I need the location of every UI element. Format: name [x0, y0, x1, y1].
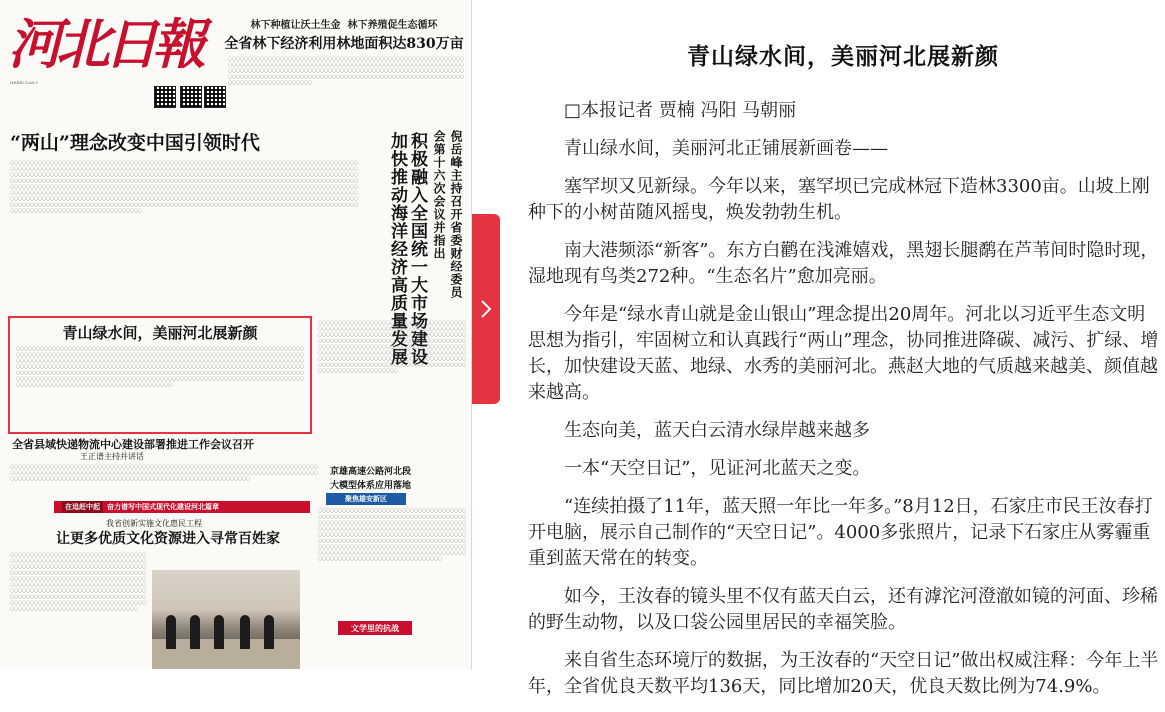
lead-headline[interactable]: “两山”理念改变中国引领时代: [10, 132, 260, 154]
article-paragraph: 南大港频添“新客”。东方白鹳在浅滩嬉戏，黑翅长腿鹬在芦苇间时隐时现，湿地现有鸟类272种。“生态名片”愈加亮丽。: [528, 240, 1159, 287]
section-banner-text: 奋力谱写中国式现代化建设河北篇章: [107, 502, 219, 511]
article-columns: 〇〇〇〇〇〇〇〇〇〇〇〇〇〇〇〇〇〇〇〇〇〇〇〇〇〇〇〇〇〇〇〇〇〇〇〇〇〇〇〇〇〇〇〇〇〇〇〇〇〇〇〇〇〇〇〇〇〇〇〇〇〇〇〇〇〇〇〇〇〇〇〇〇〇〇〇〇〇〇〇〇〇〇〇〇〇〇〇〇〇〇〇〇〇〇〇〇〇〇〇〇〇〇〇〇〇〇〇〇〇〇〇〇〇〇〇〇〇〇〇〇〇〇〇〇〇〇〇〇〇〇〇〇〇〇〇〇〇〇〇〇〇〇〇〇〇〇〇〇〇〇〇〇〇〇〇〇〇〇〇〇〇〇〇〇〇〇〇〇〇〇〇〇〇〇〇〇〇〇〇〇〇〇〇〇〇〇〇〇〇〇〇〇〇〇〇〇〇〇〇〇〇〇〇〇〇〇〇〇〇〇〇〇〇: [10, 464, 318, 481]
highway-headline-2[interactable]: 大模型体系应用落地: [330, 481, 412, 491]
article-paragraph: “连续拍摄了11年，蓝天照一年比一年多。”8月12日，石家庄市民王汝春打开电脑，展示自己制作的“天空日记”。4000多张照片，记录下石家庄从雾霾重重到蓝天常在的转变。: [528, 496, 1153, 569]
photo-figure: [264, 615, 274, 649]
highlighted-article-box[interactable]: [8, 316, 312, 434]
article-byline: □本报记者 贾楠 冯阳 马朝丽: [564, 100, 797, 121]
article-body: [528, 98, 1162, 712]
masthead-logo: [8, 14, 208, 76]
section-banner: [54, 501, 310, 513]
masthead-meta: HEBEI DAILY: [10, 80, 38, 85]
vertical-kicker: 倪岳峰主持召开省委财经委员会第十六次会议并指出: [432, 130, 463, 299]
vertical-headline-2[interactable]: 加快推动海洋经济高质量发展: [387, 132, 407, 366]
article-subheading: 生态向美，蓝天白云清水绿岸越来越多: [564, 420, 870, 441]
article-paragraph: 如今，王汝春的镜头里不仅有蓝天白云，还有滹沱河澄澈如镜的河面、珍稀的野生动物，以及口袋公园里居民的幸福笑脸。: [528, 586, 1158, 633]
top-kicker: [224, 16, 464, 31]
photo-figure: [214, 615, 224, 649]
qr-code-icon: [180, 86, 202, 108]
next-page-button[interactable]: [472, 214, 500, 404]
article-columns: 〇〇〇〇〇〇〇〇〇〇〇〇〇〇〇〇〇〇〇〇〇〇〇〇〇〇〇〇〇〇〇〇〇〇〇〇〇〇〇〇〇〇〇〇〇〇〇〇〇〇〇〇〇〇〇〇〇〇〇〇〇〇〇〇〇〇〇〇〇〇〇〇〇〇〇〇〇〇〇〇〇〇〇〇〇〇〇〇〇〇〇〇〇〇〇〇〇〇〇〇〇〇〇〇〇〇〇〇〇〇〇〇〇〇〇〇〇〇〇〇〇〇〇〇〇〇〇〇〇〇〇〇〇〇〇〇〇〇〇〇〇〇〇〇〇〇〇〇〇〇〇〇〇〇〇〇〇〇〇〇〇〇〇〇〇〇〇〇〇〇〇〇〇〇〇〇〇〇〇〇〇〇〇〇〇〇〇〇〇〇〇〇〇〇〇〇〇〇〇〇〇〇〇〇〇〇〇〇〇〇〇〇〇〇〇〇〇〇〇〇〇〇〇〇〇〇〇〇〇〇〇〇〇〇〇〇〇〇〇〇〇〇〇〇〇〇〇〇〇〇〇〇〇〇〇〇〇〇〇〇〇〇〇〇〇〇〇〇〇〇〇〇〇〇〇〇〇〇〇〇〇〇〇〇〇〇〇〇〇〇〇〇〇〇〇〇〇〇〇〇〇〇〇〇〇〇〇〇〇〇〇〇〇〇〇〇〇〇〇〇〇〇〇〇〇〇〇〇〇〇〇〇〇〇〇〇〇〇〇〇〇〇〇〇〇〇〇〇〇〇〇〇〇〇〇〇〇〇〇〇〇〇〇〇〇〇〇〇〇〇〇〇〇〇〇〇〇〇〇〇〇〇〇〇〇〇〇〇〇〇〇〇〇〇〇〇〇〇〇〇〇〇〇〇〇〇〇〇〇〇〇〇〇〇〇〇〇〇〇〇〇〇〇〇〇〇〇〇〇〇〇〇〇〇〇〇〇〇〇〇〇〇〇〇〇〇〇〇〇〇〇〇〇〇〇〇〇〇〇〇〇〇〇〇〇〇〇〇〇〇〇〇〇〇〇〇〇〇〇〇〇〇〇〇〇〇〇〇〇〇〇〇〇〇〇〇〇〇〇〇〇〇〇〇〇〇〇〇〇〇〇〇〇〇〇〇〇〇〇〇〇〇〇〇〇〇〇〇〇〇〇〇〇〇〇〇〇〇〇〇〇〇〇〇〇〇〇〇〇〇〇〇〇〇〇〇〇〇〇〇〇〇〇〇〇〇〇〇〇〇〇〇〇〇〇〇〇〇〇〇〇〇〇〇〇〇〇〇〇〇〇〇〇〇〇〇〇〇〇〇〇〇〇〇〇〇〇〇〇〇〇〇〇〇〇〇〇〇〇〇〇〇〇〇〇〇〇〇〇〇〇〇〇〇〇〇〇〇〇〇〇〇〇〇〇〇〇〇〇〇〇〇〇〇〇〇〇〇〇〇〇〇〇〇〇〇〇〇〇〇〇〇〇〇〇〇〇〇〇〇〇〇〇〇〇〇〇〇〇〇〇〇〇〇〇〇〇〇〇〇〇〇〇〇〇〇〇〇〇〇〇〇〇〇〇〇〇〇〇〇〇〇〇〇〇〇〇〇〇: [10, 160, 358, 213]
concert-photo: [152, 570, 300, 669]
culture-headline[interactable]: 让更多优质文化资源进入寻常百姓家: [56, 531, 280, 547]
top-headline-block[interactable]: [224, 16, 464, 53]
top-kicker-2: 林下养殖促生态循环: [347, 20, 438, 31]
article-columns: 〇〇〇〇〇〇〇〇〇〇〇〇〇〇〇〇〇〇〇〇〇〇〇〇〇〇〇〇〇〇〇〇〇〇〇〇〇〇〇〇〇〇〇〇〇〇〇〇〇〇〇〇〇〇〇〇〇〇〇〇〇〇〇〇〇〇〇〇〇〇〇〇〇〇〇〇〇〇〇〇〇〇〇〇〇〇〇〇〇〇〇〇〇〇〇〇〇〇〇〇〇〇〇〇〇〇〇〇〇〇〇〇〇〇〇〇〇〇〇〇〇〇〇〇〇〇〇〇〇〇〇〇〇〇〇〇〇〇〇〇〇〇〇〇〇〇〇〇〇〇〇〇〇〇〇〇〇〇〇〇〇〇〇〇〇〇〇〇〇〇〇〇〇〇〇〇〇〇〇〇〇〇〇〇〇〇〇〇〇〇〇〇〇〇〇〇〇〇〇〇〇〇〇〇〇〇〇〇〇〇〇〇〇〇〇〇〇〇〇〇〇〇〇〇〇〇〇〇〇〇〇〇〇〇〇〇〇〇〇〇〇〇〇〇〇〇〇〇〇〇〇〇〇〇〇〇〇〇〇〇〇〇〇〇〇〇〇〇〇〇〇〇〇〇〇〇〇〇〇〇〇〇〇〇〇〇〇〇〇〇〇〇〇〇〇〇〇〇〇〇〇〇〇〇〇〇〇〇〇〇〇〇〇〇〇〇〇〇〇〇〇〇〇〇〇〇〇〇〇〇〇〇〇〇〇〇〇〇〇〇〇〇〇〇〇〇〇〇〇〇〇〇〇〇〇〇〇〇〇〇〇〇〇〇〇〇〇〇〇〇〇〇〇〇〇〇〇〇〇〇〇〇〇〇〇〇〇〇〇〇〇〇〇〇〇〇〇〇〇〇〇〇〇〇〇〇〇〇〇〇〇〇〇〇〇〇〇〇〇〇〇〇〇〇〇〇〇〇〇〇〇〇〇〇〇〇〇〇〇〇〇〇〇〇〇〇〇〇〇〇〇〇〇〇〇〇〇〇〇〇〇〇〇〇〇〇〇〇〇〇〇: [16, 346, 304, 387]
article-paragraph: 青山绿水间，美丽河北正铺展新画卷——: [564, 138, 888, 159]
photo-figure: [240, 615, 250, 649]
top-kicker-1: 林下种植让沃土生金: [250, 20, 341, 31]
culture-kicker: 我省创新实施文化惠民工程: [106, 519, 202, 528]
county-headline[interactable]: 全省县域快递物流中心建设部署推进工作会议召开: [12, 438, 254, 451]
article-columns: 〇〇〇〇〇〇〇〇〇〇〇〇〇〇〇〇〇〇〇〇〇〇〇〇〇〇〇〇〇〇〇〇〇〇〇〇〇〇〇〇〇〇〇〇〇〇〇〇〇〇〇〇〇〇〇〇〇〇〇〇〇〇〇〇〇〇〇〇〇〇〇〇〇〇〇〇〇〇〇〇〇〇〇〇〇〇〇〇〇〇〇〇〇〇〇〇〇〇〇〇〇〇〇〇〇〇〇〇〇〇〇〇〇〇〇〇〇〇〇〇〇〇〇〇〇〇〇〇〇〇〇〇〇〇〇〇〇〇〇〇〇〇〇〇〇〇〇〇〇〇〇〇〇〇〇〇〇〇〇〇〇〇〇〇〇〇〇〇〇〇〇〇〇〇〇〇〇〇〇〇〇〇〇〇〇〇〇〇〇〇〇〇〇〇〇〇〇〇〇〇〇〇〇〇〇〇〇〇〇〇〇〇〇〇〇〇〇〇〇〇〇〇〇〇〇〇〇〇〇〇〇〇〇〇〇〇〇〇〇〇〇〇〇〇〇〇〇〇〇〇〇〇〇〇〇〇〇〇〇〇〇〇〇〇〇〇〇〇〇〇〇〇〇〇〇〇〇〇〇〇〇〇〇〇〇〇〇〇〇〇〇〇〇〇〇〇〇〇〇〇〇〇〇〇〇〇〇〇〇〇〇〇〇〇〇〇: [318, 320, 466, 373]
photo-figure: [166, 615, 176, 649]
top-headline: 全省林下经济利用林地面积达830万亩: [224, 36, 464, 52]
masthead-text: 河北日報: [8, 12, 200, 76]
article-paragraph: 今年是“绿水青山就是金山银山”理念提出20周年。河北以习近平生态文明思想为指引，牢固树立和认真践行“两山”理念，协同推进降碳、减污、扩绿、增长，加快建设天蓝、地绿、水秀的美丽河北。燕赵大地的气质越来越美、颜值越来越高。: [528, 304, 1159, 403]
photo-figure: [190, 615, 200, 649]
section-tag-blue: 聚焦雄安新区: [326, 493, 406, 505]
article-reader[interactable]: [500, 0, 1165, 697]
article-paragraph: 来自省生态环境厅的数据，为王汝春的“天空日记”做出权威注释：今年上半年，全省优良天数平均136天，同比增加20天，优良天数比例为74.9%。: [528, 650, 1159, 697]
newspaper-page-thumbnail[interactable]: [0, 0, 472, 669]
section-tag-red[interactable]: 文学里的抗战: [338, 621, 412, 635]
section-banner-tag: 在追赶中起: [62, 501, 103, 513]
highlighted-headline: 青山绿水间，美丽河北展新颜: [62, 324, 258, 342]
article-paragraph: 一本“天空日记”，见证河北蓝天之变。: [564, 458, 871, 479]
county-subheadline: 王正谱主持并讲话: [80, 452, 144, 461]
qr-code-icon: [204, 86, 226, 108]
article-title: 青山绿水间，美丽河北展新颜: [687, 43, 999, 70]
highway-headline[interactable]: 京雄高速公路河北段: [330, 467, 412, 477]
article-paragraph: 塞罕坝又见新绿。今年以来，塞罕坝已完成林冠下造林3300亩。山坡上刚种下的小树苗随风摇曳，焕发勃勃生机。: [528, 176, 1150, 223]
chevron-right-icon: [480, 299, 492, 319]
qr-code-icon: [154, 86, 176, 108]
article-columns: 〇〇〇〇〇〇〇〇〇〇〇〇〇〇〇〇〇〇〇〇〇〇〇〇〇〇〇〇〇〇〇〇〇〇〇〇〇〇〇〇〇〇〇〇〇〇〇〇〇〇〇〇〇〇〇〇〇〇〇〇〇〇〇〇〇〇〇〇〇〇〇〇〇〇〇〇〇〇〇〇〇〇〇〇〇〇〇〇〇〇〇〇〇〇〇〇〇〇〇〇〇〇〇〇〇〇〇〇〇〇〇〇〇〇〇〇〇〇〇〇〇〇〇〇〇〇〇〇〇〇〇〇〇〇〇〇〇〇〇〇〇〇〇〇〇〇〇〇〇〇〇〇〇〇〇〇〇〇〇〇〇〇〇〇〇〇〇〇〇〇〇〇〇〇〇〇〇〇〇〇〇〇〇〇〇〇〇〇〇〇〇〇〇〇〇〇〇〇〇〇〇〇〇〇〇〇〇〇〇〇〇〇〇〇〇〇〇〇〇〇〇〇〇〇〇〇〇〇〇〇〇〇〇〇〇〇〇〇〇〇〇〇〇〇〇〇〇〇〇〇〇〇〇〇〇〇〇〇〇〇〇〇〇〇〇〇〇〇〇〇〇〇〇〇〇〇〇〇〇〇〇〇〇〇〇〇〇〇〇〇〇〇〇〇〇〇〇〇〇〇〇〇〇〇〇〇〇〇〇〇〇〇〇〇〇〇〇〇〇〇〇〇〇〇〇〇〇〇〇〇〇〇〇〇〇〇〇〇: [10, 552, 146, 611]
article-columns: 〇〇〇〇〇〇〇〇〇〇〇〇〇〇〇〇〇〇〇〇〇〇〇〇〇〇〇〇〇〇〇〇〇〇〇〇〇〇〇〇〇〇〇〇〇〇〇〇〇〇〇〇〇〇〇〇〇〇〇〇〇〇〇〇〇〇〇〇〇〇〇〇〇〇〇〇〇〇〇〇〇〇〇〇〇〇〇〇〇〇〇〇〇〇〇〇〇〇〇〇〇〇〇〇〇〇〇〇〇〇〇〇〇〇〇〇〇〇〇〇〇〇〇〇〇〇〇〇〇〇〇〇〇〇〇〇〇〇〇〇〇〇〇〇〇〇〇〇〇〇〇〇〇〇〇〇〇〇〇〇〇〇〇〇〇〇〇〇〇〇〇〇〇〇〇〇〇〇〇〇〇〇〇〇〇〇〇〇〇〇〇〇〇〇〇〇〇〇〇〇〇〇〇〇〇〇〇〇〇〇〇〇〇〇〇〇〇〇〇〇〇〇〇〇〇〇〇〇〇〇〇〇〇〇〇〇〇〇〇〇〇〇〇〇〇〇〇〇〇〇〇〇〇〇〇〇〇〇〇〇〇〇〇〇〇〇〇〇〇〇〇〇〇〇〇〇〇〇〇〇〇〇〇〇〇〇〇〇〇〇〇〇〇〇〇〇〇〇〇〇〇〇〇〇〇〇〇〇〇〇〇〇〇〇〇〇〇〇〇〇〇〇〇〇〇〇〇: [318, 508, 466, 561]
vertical-headline-1[interactable]: 积极融入全国统一大市场建设: [407, 132, 427, 366]
article-columns: 〇〇〇〇〇〇〇〇〇〇〇〇〇〇〇〇〇〇〇〇〇〇〇〇〇〇〇〇〇〇〇〇〇〇〇〇〇〇〇〇〇〇〇〇〇〇〇〇〇〇〇〇〇〇〇〇〇〇〇〇〇〇〇〇〇〇〇〇〇〇〇〇〇〇〇〇〇〇〇〇〇〇〇〇〇〇〇〇〇〇〇〇〇〇〇〇〇〇〇〇〇〇〇〇〇〇〇〇〇〇〇〇〇〇〇〇〇〇〇〇〇〇〇〇〇〇〇〇〇〇〇〇〇〇〇〇〇〇〇〇〇〇〇〇〇〇〇〇〇〇〇〇〇〇〇〇〇〇〇〇〇〇〇〇〇〇〇〇〇〇〇〇〇〇〇〇〇〇〇〇〇〇〇〇〇〇〇〇〇〇〇〇〇〇〇〇〇〇〇〇〇〇〇〇〇〇〇〇〇〇〇〇〇〇〇〇〇〇〇〇〇〇〇〇〇〇〇〇〇〇〇〇〇〇〇〇〇〇〇〇〇〇〇〇〇〇〇〇〇〇〇〇〇〇〇〇〇: [228, 56, 464, 85]
